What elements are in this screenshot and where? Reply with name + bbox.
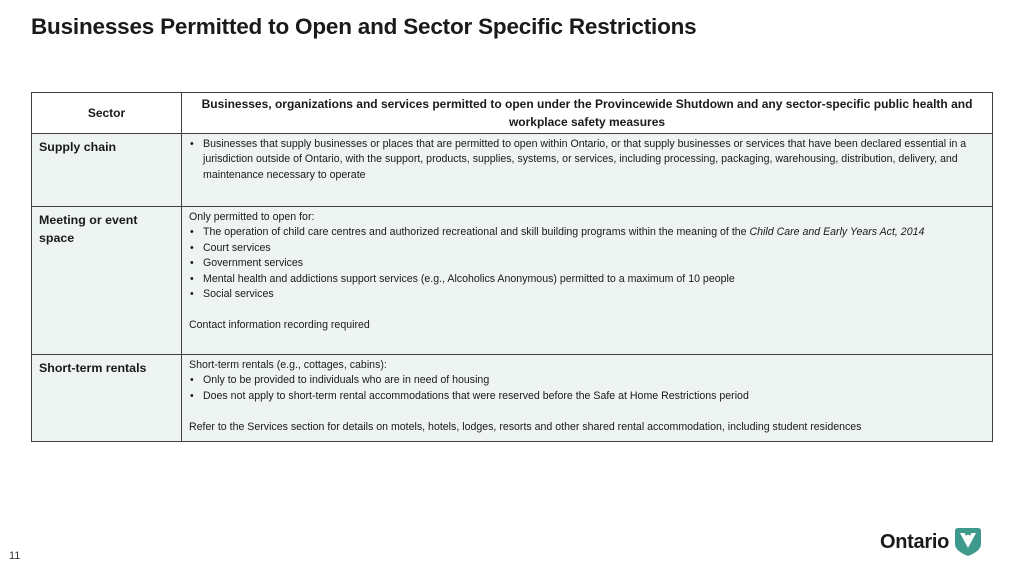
list-item — [189, 225, 985, 240]
list-item: • Government services — [189, 256, 985, 271]
list-item: • Court services — [189, 241, 985, 256]
intro-text: Short-term rentals (e.g., cottages, cabins): — [189, 359, 387, 371]
table-header-row — [32, 93, 993, 134]
list-item: • Social services — [189, 287, 985, 302]
list-item: • Only to be provided to individuals who are in need of housing — [189, 373, 985, 388]
ontario-trillium-icon — [954, 527, 982, 557]
sector-name: Supply chain — [32, 134, 182, 207]
header-sector: Sector — [32, 93, 182, 134]
permitted-cell — [182, 355, 993, 442]
act-title: Child Care and Early Years Act, 2014 — [749, 226, 925, 239]
list-item-text: The operation of child care centres and authorized recreational and skill building programs within the meaning of the — [203, 226, 750, 239]
page-title: Businesses Permitted to Open and Sector Specific Restrictions — [31, 14, 697, 39]
note-text: Refer to the Services section for details on motels, hotels, lodges, resorts and other shared rental accommodation, including student residences — [189, 420, 862, 433]
sector-table — [31, 92, 993, 442]
list-item: • Mental health and addictions support services (e.g., Alcoholics Anonymous) permitted to a maximum of 10 people — [189, 272, 985, 287]
logo-wordmark: Ontario — [880, 530, 950, 553]
table-row — [32, 355, 993, 442]
bullet-list — [189, 225, 985, 302]
bullet-list — [189, 373, 985, 404]
header-permitted: Businesses, organizations and services permitted to open under the Provincewide Shutdown and any sector-specific public health and workplace safety measures — [182, 93, 993, 134]
permitted-cell — [182, 134, 993, 207]
note-text: Contact information recording required — [189, 318, 370, 331]
sector-name: Meeting or event space — [32, 207, 182, 355]
list-item: • Does not apply to short-term rental accommodations that were reserved before the Safe at Home Restrictions period — [189, 389, 985, 404]
page-number: 11 — [9, 550, 21, 562]
list-item: • Businesses that supply businesses or places that are permitted to open within Ontario, or that supply businesses or services that have been declared essential in a jurisdiction outside of Ontario, with the support, products, supplies, systems, or services, including processing, packaging, warehousing, distribution, delivery, and maintenance necessary to operate — [189, 137, 985, 183]
ontario-logo — [880, 527, 982, 557]
sector-name: Short-term rentals — [32, 355, 182, 442]
bullet-list — [189, 137, 985, 183]
table-row — [32, 134, 993, 207]
intro-text: Only permitted to open for: — [189, 211, 315, 223]
table-row — [32, 207, 993, 355]
permitted-cell — [182, 207, 993, 355]
